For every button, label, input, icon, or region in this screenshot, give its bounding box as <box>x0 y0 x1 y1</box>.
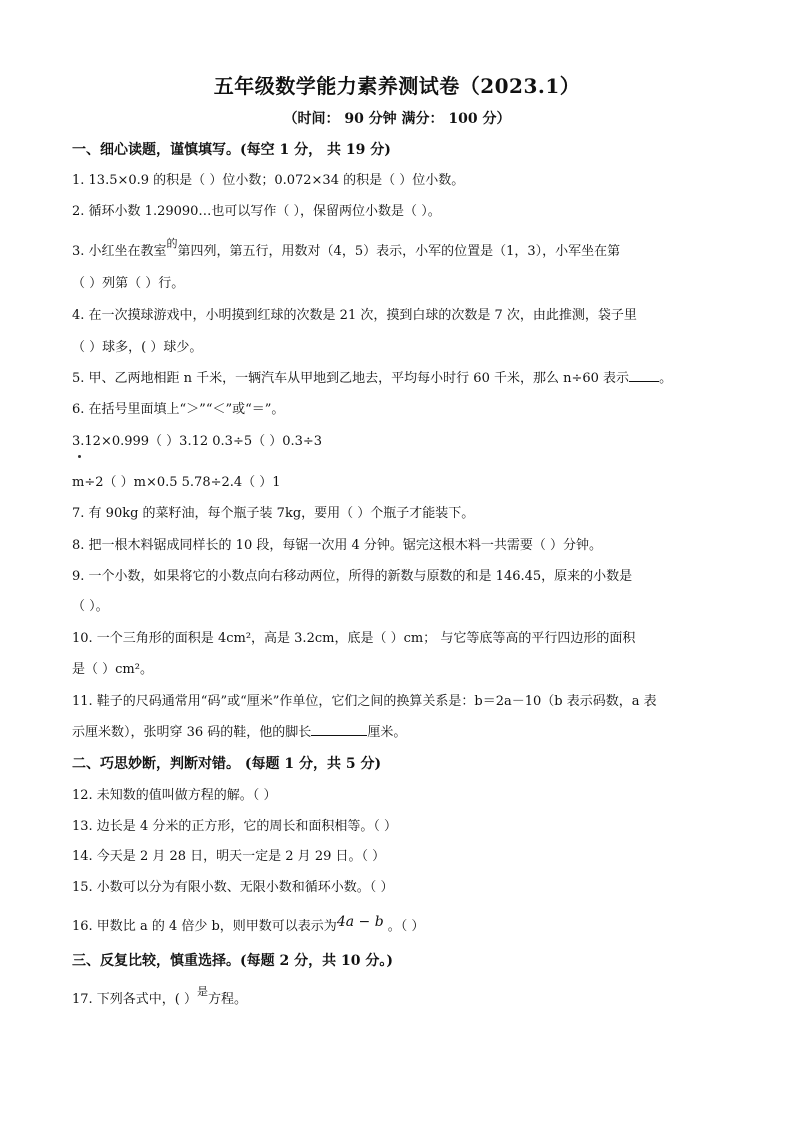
question-6-row-2: m÷2（ ）m×0.5 5.78÷2.4（ ）1 <box>72 475 281 490</box>
question-16-formula: 4a − b <box>336 914 384 930</box>
question-10-line-2: 是（ ）cm²。 <box>72 662 153 677</box>
question-3-text-b: 第四列，第五行，用数对（4，5）表示，小军的位置是（1，3），小军坐在第 <box>177 244 621 259</box>
question-11-line-2 <box>72 723 732 743</box>
question-8: 8. 把一根木料锯成同样长的 10 段，每锯一次用 4 分钟。锯完这根木料一共需要（ ）分钟。 <box>72 538 603 553</box>
question-10-line-1: 10. 一个三角形的面积是 4cm²，高是 3.2cm，底是（ ）cm； 与它等底等高的平行四边形的面积 <box>72 631 636 646</box>
question-4-line-2: （ ）球多，( ）球少。 <box>72 340 203 355</box>
question-11-text: 示厘米数），张明穿 36 码的鞋，他的脚长 <box>72 725 312 740</box>
question-1: 1. 13.5×0.9 的积是（ ）位小数；0.072×34 的积是（ ）位小数。 <box>72 173 465 188</box>
question-16 <box>72 916 732 937</box>
question-3-superscript: 的 <box>166 237 178 250</box>
question-17-end: 方程。 <box>208 992 248 1007</box>
question-6: 6. 在括号里面填上“＞”“＜”或“＝”。 <box>72 402 285 417</box>
page-subtitle: （时间： 90 分钟 满分： 100 分） <box>283 111 511 127</box>
question-5-end: 。 <box>659 371 673 386</box>
question-17-superscript: 是 <box>197 985 209 998</box>
section-2-heading: 二、巧思妙断，判断对错。 (每题 1 分，共 5 分) <box>72 756 382 772</box>
question-11-line-1: 11. 鞋子的尺码通常用“码”或“厘米”作单位，它们之间的换算关系是：b＝2a－10（b 表示码数，a 表 <box>72 694 657 709</box>
question-3-text-a: 3. 小红坐在教室 <box>72 244 167 259</box>
question-14: 14. 今天是 2 月 28 日，明天一定是 2 月 29 日。（ ） <box>72 849 386 864</box>
section-3-heading: 三、反复比较，慎重选择。(每题 2 分，共 10 分。) <box>72 953 393 969</box>
section-1-heading: 一、细心读题，谨慎填写。(每空 1 分， 共 19 分) <box>72 142 391 158</box>
page-title: 五年级数学能力素养测试卷（2023.1） <box>213 74 581 98</box>
question-9-line-1: 9. 一个小数，如果将它的小数点向右移动两位，所得的新数与原数的和是 146.45，原来的小数是 <box>72 569 633 584</box>
question-17-text: 17. 下列各式中，( ） <box>72 992 198 1007</box>
question-16-text: 16. 甲数比 a 的 4 倍少 b，则甲数可以表示为 <box>72 919 337 934</box>
question-3-line-2: （ ）列第（ ）行。 <box>72 276 185 291</box>
question-17 <box>72 985 732 1010</box>
question-5-blank <box>629 369 659 382</box>
question-4-line-1: 4. 在一次摸球游戏中，小明摸到红球的次数是 21 次，摸到白球的次数是 7 次，由此推测，袋子里 <box>72 308 637 323</box>
question-5-text: 5. 甲、乙两地相距 n 千米，一辆汽车从甲地到乙地去，平均每小时行 60 千米，那么 n÷60 表示 <box>72 371 630 386</box>
question-12: 12. 未知数的值叫做方程的解。（ ） <box>72 788 277 803</box>
question-3-line-1 <box>72 237 732 262</box>
question-7: 7. 有 90kg 的菜籽油，每个瓶子装 7kg，要用（ ）个瓶子才能装下。 <box>72 506 475 521</box>
question-15: 15. 小数可以分为有限小数、无限小数和循环小数。（ ） <box>72 880 394 895</box>
question-6-row-1: 3.12×0.999（ ）3.12 0.3÷5（ ）0.3÷3 <box>72 434 323 449</box>
stray-dot <box>78 455 81 458</box>
question-11-end: 厘米。 <box>367 725 407 740</box>
question-9-line-2: （ ）。 <box>72 599 109 614</box>
question-11-blank <box>311 723 367 736</box>
question-13: 13. 边长是 4 分米的正方形，它的周长和面积相等。（ ） <box>72 819 397 834</box>
question-5 <box>72 369 732 389</box>
question-2: 2. 循环小数 1.29090…也可以写作（ ），保留两位小数是（ ）。 <box>72 204 441 219</box>
question-16-end: 。（ ） <box>383 919 425 934</box>
